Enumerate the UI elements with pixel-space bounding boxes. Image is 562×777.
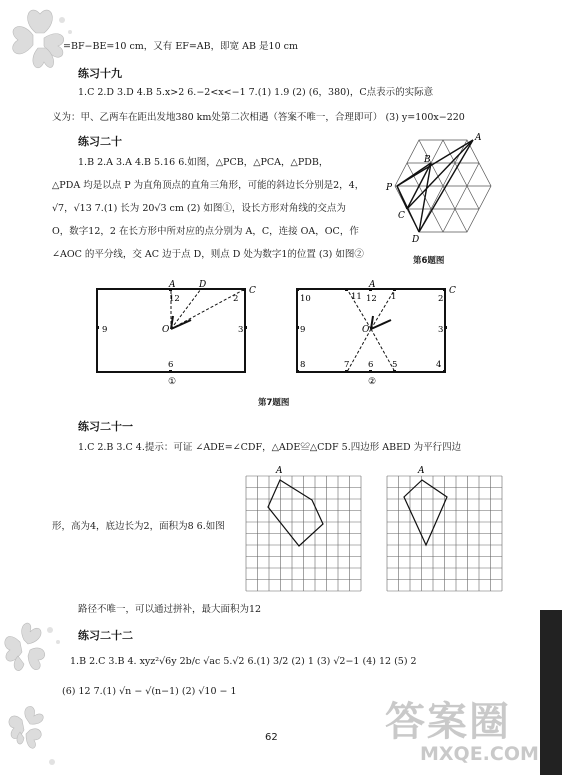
fig7-1-label-O: O bbox=[162, 325, 170, 335]
section-title-22: 练习二十二 bbox=[78, 629, 133, 642]
fig7-1-number-2: 2 bbox=[233, 294, 239, 304]
s19-line2: 义为：甲、乙两车在距出发地380 km处第二次相遇（答案不唯一，合理即可） (3) y=100x−220 bbox=[52, 112, 465, 123]
fig7-2-label-C: C bbox=[449, 286, 456, 296]
s20-line3: √7，√13 7.(1) 长为 20√3 cm (2) 如图①，设长方形对角线的交点为 bbox=[52, 203, 346, 214]
page-edge-shadow bbox=[540, 610, 562, 775]
fig7-1-circled-label: ① bbox=[168, 377, 177, 387]
fig7-2-number-7: 7 bbox=[344, 360, 350, 370]
figure-7-1-clock-rectangle bbox=[85, 280, 265, 388]
s20-line1: 1.B 2.A 3.A 4.B 5.16 6.如图，△PCB，△PCA，△PDB， bbox=[78, 157, 329, 168]
fig7-2-number-12: 12 bbox=[366, 294, 377, 304]
s21-line2: 形，高为4，底边长为2，面积为8 6.如图 bbox=[52, 521, 225, 532]
fig7-2-circled-label: ② bbox=[368, 377, 377, 387]
fig7-2-number-5: 5 bbox=[392, 360, 398, 370]
s21-line3: 路径不唯一，可以通过拼补，最大面积为12 bbox=[78, 604, 262, 615]
fig6-label-P: P bbox=[386, 183, 393, 193]
fig6-label-C: C bbox=[398, 211, 405, 221]
fig7-2-number-2: 2 bbox=[438, 294, 444, 304]
s20-line2: △PDA 均是以点 P 为直角顶点的直角三角形，可能的斜边长分别是2，4， bbox=[52, 180, 365, 191]
fig7-2-number-10: 10 bbox=[300, 294, 311, 304]
fig7-1-number-12: 12 bbox=[169, 294, 180, 304]
s21-line1: 1.C 2.B 3.C 4.提示：可证 ∠ADE=∠CDF，△ADE≌△CDF 5.四边形 ABED 为平行四边 bbox=[78, 442, 462, 453]
section-title-20: 练习二十 bbox=[78, 135, 122, 148]
fig7-1-label-C: C bbox=[249, 286, 256, 296]
section-title-19: 练习十九 bbox=[78, 67, 122, 80]
s20-line4: O，数字12，2 在长方形中所对应的点分别为 A，C，连接 OA，OC，作 bbox=[52, 226, 359, 237]
fig21-right-label-A: A bbox=[418, 466, 425, 476]
figure-6-caption: 第6题图 bbox=[413, 256, 445, 266]
figure-7-caption: 第7题图 bbox=[258, 398, 290, 408]
fig7-2-number-1: 1 bbox=[391, 292, 397, 302]
figure-7-2-clock-rectangle bbox=[285, 280, 465, 388]
section-title-21: 练习二十一 bbox=[78, 420, 133, 433]
page-number: 62 bbox=[265, 732, 278, 743]
fig7-2-number-3: 3 bbox=[438, 325, 444, 335]
fig7-2-number-9: 9 bbox=[300, 325, 306, 335]
watermark-url: MXQE.COM bbox=[420, 743, 539, 765]
fig7-1-label-D: D bbox=[199, 280, 207, 290]
figure-6-triangle-grid bbox=[383, 130, 505, 248]
figure-21-6-grids bbox=[245, 462, 545, 594]
fig7-2-label-O: O bbox=[362, 325, 370, 335]
fig6-label-D: D bbox=[412, 235, 420, 245]
fig6-label-B: B bbox=[424, 155, 431, 165]
fig7-1-number-9: 9 bbox=[102, 325, 108, 335]
fig21-left-label-A: A bbox=[276, 466, 283, 476]
fig6-label-A: A bbox=[475, 133, 482, 143]
fig7-2-number-8: 8 bbox=[300, 360, 306, 370]
fig7-2-number-6: 6 bbox=[368, 360, 374, 370]
fig7-2-number-11: 11 bbox=[351, 292, 362, 302]
s22-line1: 1.B 2.C 3.B 4. xyz²√6y 2b/c √ac 5.√2 6.(1) 3/2 (2) 1 (3) √2−1 (4) 12 (5) 2 bbox=[70, 656, 417, 667]
s22-line2: (6) 12 7.(1) √n − √(n−1) (2) √10 − 1 bbox=[62, 686, 237, 697]
fig7-1-label-A: A bbox=[169, 280, 176, 290]
fig7-1-number-6: 6 bbox=[168, 360, 174, 370]
s19-line1: 1.C 2.D 3.D 4.B 5.x>2 6.−2<x<−1 7.(1) 1.9 (2) (6，380)，C点表示的实际意 bbox=[78, 87, 434, 98]
fig7-2-number-4: 4 bbox=[436, 360, 442, 370]
fig7-2-label-A: A bbox=[369, 280, 376, 290]
top-line: =BF−BE=10 cm，又有 EF=AB，即宽 AB 是10 cm bbox=[63, 41, 298, 52]
watermark-logo: 答案圈 bbox=[385, 699, 511, 745]
fig7-1-number-3: 3 bbox=[238, 325, 244, 335]
s20-line5: ∠AOC 的平分线，交 AC 边于点 D，则点 D 处为数字1的位置 (3) 如图② bbox=[52, 249, 364, 260]
